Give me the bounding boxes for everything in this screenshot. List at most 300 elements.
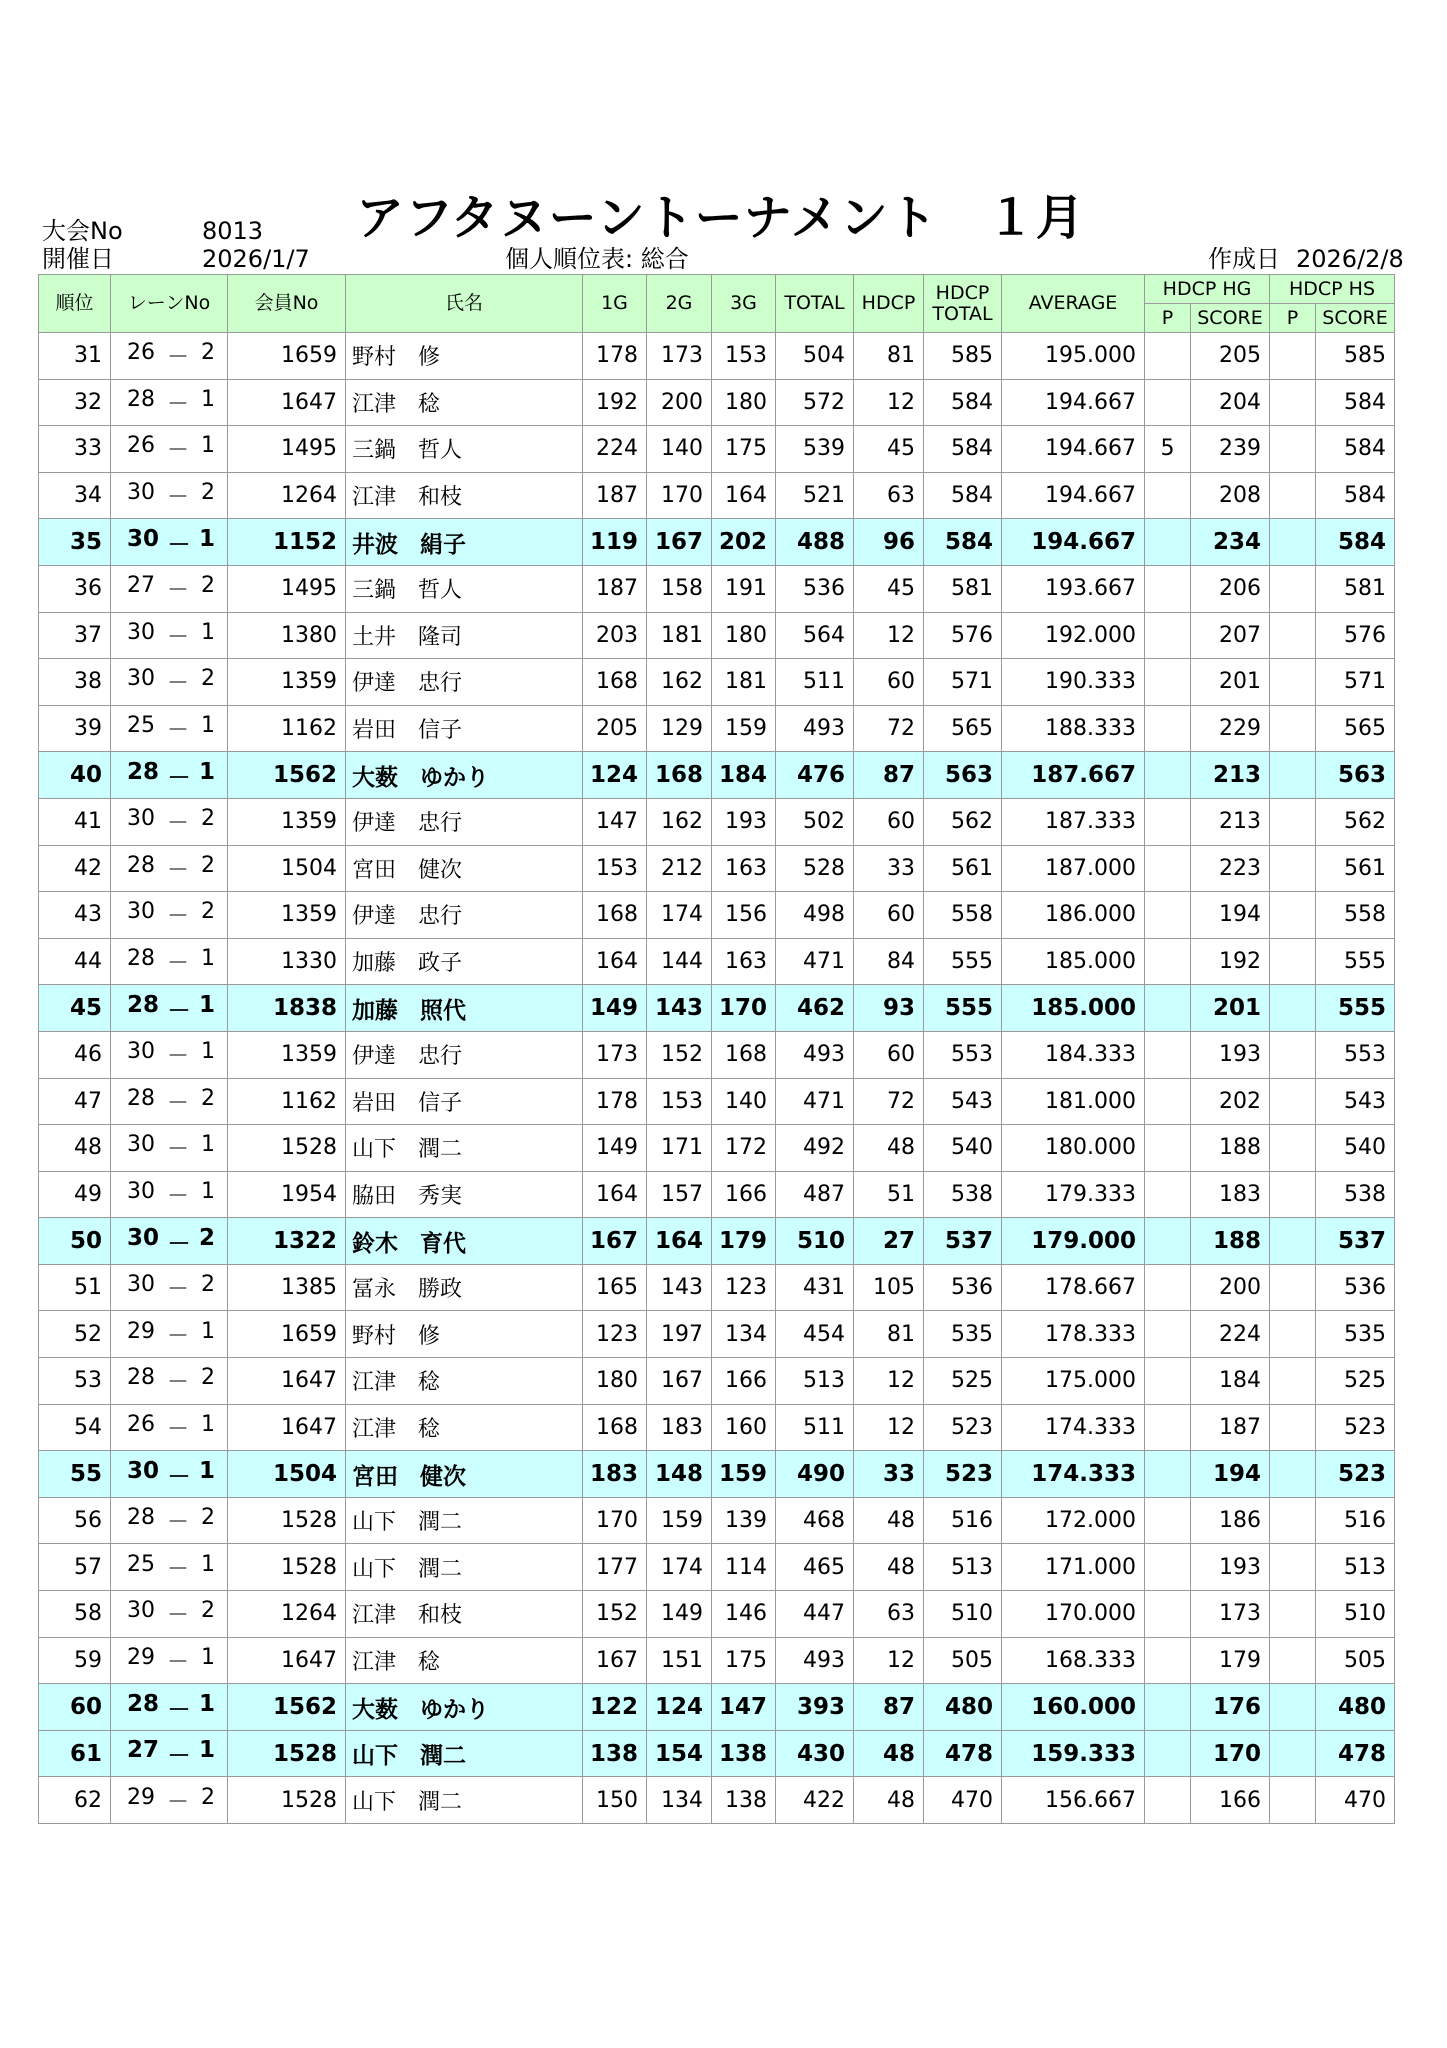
game2-cell: 164 [647,1218,712,1265]
total-cell: 471 [776,938,854,985]
lane-number: 30 [127,899,155,925]
average-cell: 195.000 [1002,333,1145,380]
member-no-cell: 1385 [228,1264,346,1311]
lane-separator: － [166,1649,189,1675]
game3-cell: 179 [712,1218,776,1265]
hg-p-cell [1145,1078,1191,1125]
col-member: 会員No [228,275,346,333]
lane-cell [111,612,228,659]
lane-separator: － [166,391,189,417]
hdcp-cell: 48 [854,1125,924,1172]
lane-number: 30 [127,525,160,552]
rank-cell: 56 [39,1497,111,1544]
lane-separator: － [166,1183,189,1209]
member-no-cell: 1359 [228,798,346,845]
given-name: 絹子 [420,531,466,558]
lane-cell [111,1730,228,1777]
game1-cell: 147 [583,798,647,845]
date-label: 開催日 [42,245,114,273]
game3-cell: 147 [712,1684,776,1731]
given-name: 忠行 [418,904,463,930]
col-average: AVERAGE [1002,275,1145,333]
hdcp-cell: 63 [854,1591,924,1638]
game2-cell: 162 [647,798,712,845]
table-row [39,565,1395,612]
lane-number: 28 [127,852,155,878]
name-cell [346,612,583,659]
average-cell: 168.333 [1002,1637,1145,1684]
member-no-cell: 1647 [228,1404,346,1451]
lane-cell [111,705,228,752]
lane-cell [111,1777,228,1824]
name-cell [346,519,583,566]
name-cell [346,1078,583,1125]
lane-number: 26 [127,433,155,459]
hg-score-cell: 201 [1191,985,1270,1032]
hs-p-cell [1270,1730,1316,1777]
rank-cell: 54 [39,1404,111,1451]
tournament-no: 8013 [202,217,264,245]
hs-p-cell [1270,845,1316,892]
hs-score-cell: 480 [1316,1684,1395,1731]
surname: 江津 [352,1603,397,1629]
hdcp-total-cell: 584 [924,519,1002,566]
hg-p-cell [1145,612,1191,659]
hs-score-cell: 553 [1316,1031,1395,1078]
col-hs-group: HDCP HS [1270,275,1395,304]
hdcp-total-cell: 525 [924,1358,1002,1405]
game2-cell: 171 [647,1125,712,1172]
lane-number: 30 [127,1224,160,1251]
rank-cell: 60 [39,1684,111,1731]
game1-cell: 150 [583,1777,647,1824]
lane-number: 27 [127,1737,160,1764]
name-cell [346,798,583,845]
lane-number: 28 [127,991,160,1018]
hs-p-cell [1270,1637,1316,1684]
hdcp-total-cell: 537 [924,1218,1002,1265]
hg-p-cell [1145,1264,1191,1311]
game1-cell: 168 [583,1404,647,1451]
rank-cell: 37 [39,612,111,659]
average-cell: 185.000 [1002,985,1145,1032]
table-row [39,1404,1395,1451]
lane-number: 30 [127,1598,155,1624]
name-cell [346,1125,583,1172]
hs-score-cell: 523 [1316,1404,1395,1451]
surname: 野村 [352,1323,397,1349]
table-row [39,1311,1395,1358]
hdcp-total-cell: 584 [924,472,1002,519]
hg-score-cell: 208 [1191,472,1270,519]
hs-p-cell [1270,985,1316,1032]
hg-p-cell [1145,1591,1191,1638]
total-cell: 528 [776,845,854,892]
hdcp-cell: 48 [854,1777,924,1824]
table-row [39,1637,1395,1684]
total-cell: 488 [776,519,854,566]
lane-number: 30 [127,1132,155,1158]
name-cell [346,1544,583,1591]
member-no-cell: 1528 [228,1730,346,1777]
lane-side: 2 [200,1505,215,1531]
lane-side: 2 [200,480,215,506]
given-name: 潤二 [418,1789,463,1815]
hdcp-cell: 84 [854,938,924,985]
game3-cell: 166 [712,1171,776,1218]
lane-number: 28 [127,946,155,972]
game1-cell: 119 [583,519,647,566]
surname: 伊達 [352,904,397,930]
hg-p-cell [1145,938,1191,985]
game3-cell: 202 [712,519,776,566]
hdcp-total-cell: 558 [924,892,1002,939]
surname: 大薮 [352,764,398,791]
hdcp-cell: 72 [854,705,924,752]
hg-p-cell [1145,472,1191,519]
hdcp-cell: 12 [854,379,924,426]
game2-cell: 143 [647,1264,712,1311]
table-row [39,1171,1395,1218]
rank-cell: 31 [39,333,111,380]
hg-p-cell [1145,985,1191,1032]
game2-cell: 144 [647,938,712,985]
given-name: ゆかり [420,1696,489,1723]
rank-cell: 32 [39,379,111,426]
table-row [39,519,1395,566]
member-no-cell: 1504 [228,845,346,892]
hs-p-cell [1270,705,1316,752]
hs-score-cell: 516 [1316,1497,1395,1544]
hdcp-total-cell: 584 [924,379,1002,426]
rank-cell: 42 [39,845,111,892]
rank-cell: 33 [39,426,111,473]
game3-cell: 134 [712,1311,776,1358]
total-cell: 430 [776,1730,854,1777]
hdcp-total-cell: 510 [924,1591,1002,1638]
hs-p-cell [1270,1497,1316,1544]
hg-score-cell: 194 [1191,892,1270,939]
hdcp-cell: 60 [854,1031,924,1078]
hg-score-cell: 200 [1191,1264,1270,1311]
lane-number: 28 [127,1365,155,1391]
event-date: 2026/1/7 [202,245,310,273]
hdcp-cell: 33 [854,1451,924,1498]
table-row [39,1218,1395,1265]
hg-score-cell: 187 [1191,1404,1270,1451]
lane-number: 30 [127,806,155,832]
table-row [39,1497,1395,1544]
hg-p-cell [1145,1544,1191,1591]
hg-score-cell: 239 [1191,426,1270,473]
average-cell: 194.667 [1002,379,1145,426]
lane-side: 2 [200,1085,215,1111]
name-cell [346,845,583,892]
hs-score-cell: 525 [1316,1358,1395,1405]
surname: 江津 [352,1370,397,1396]
hg-score-cell: 202 [1191,1078,1270,1125]
hg-p-cell [1145,1777,1191,1824]
hg-score-cell: 188 [1191,1218,1270,1265]
game2-cell: 154 [647,1730,712,1777]
hs-p-cell [1270,333,1316,380]
total-cell: 462 [776,985,854,1032]
average-cell: 187.667 [1002,752,1145,799]
table-row [39,1684,1395,1731]
game3-cell: 160 [712,1404,776,1451]
game1-cell: 168 [583,659,647,706]
given-name: ゆかり [420,764,489,791]
hg-score-cell: 184 [1191,1358,1270,1405]
lane-cell [111,1591,228,1638]
lane-side: 1 [198,991,215,1018]
game3-cell: 159 [712,1451,776,1498]
total-cell: 511 [776,1404,854,1451]
col-rank: 順位 [39,275,111,333]
table-row [39,1451,1395,1498]
member-no-cell: 1264 [228,472,346,519]
name-cell [346,705,583,752]
rank-cell: 61 [39,1730,111,1777]
lane-separator: － [166,345,189,371]
lane-cell [111,1404,228,1451]
surname: 岩田 [352,1090,397,1116]
table-row [39,1078,1395,1125]
lane-cell [111,798,228,845]
lane-side: 1 [200,433,215,459]
name-cell [346,333,583,380]
average-cell: 160.000 [1002,1684,1145,1731]
lane-separator: － [166,1789,189,1815]
member-no-cell: 1380 [228,612,346,659]
table-row [39,1591,1395,1638]
lane-side: 1 [198,758,215,785]
hs-score-cell: 478 [1316,1730,1395,1777]
col-g3: 3G [712,275,776,333]
hdcp-total-cell: 543 [924,1078,1002,1125]
surname: 江津 [352,485,397,511]
surname: 井波 [352,531,398,558]
name-cell [346,892,583,939]
hs-p-cell [1270,1218,1316,1265]
hs-score-cell: 538 [1316,1171,1395,1218]
lane-side: 2 [198,1224,215,1251]
lane-separator: － [166,1277,189,1303]
hs-p-cell [1270,1264,1316,1311]
rank-cell: 58 [39,1591,111,1638]
given-name: 忠行 [418,1044,463,1070]
lane-cell [111,1358,228,1405]
hdcp-cell: 12 [854,1358,924,1405]
game1-cell: 170 [583,1497,647,1544]
hdcp-total-cell: 584 [924,426,1002,473]
table-row [39,705,1395,752]
lane-separator: － [166,624,189,650]
average-cell: 156.667 [1002,1777,1145,1824]
lane-number: 28 [127,758,160,785]
total-cell: 564 [776,612,854,659]
given-name: 潤二 [418,1556,463,1582]
game1-cell: 164 [583,938,647,985]
hs-p-cell [1270,752,1316,799]
game3-cell: 114 [712,1544,776,1591]
hs-score-cell: 563 [1316,752,1395,799]
hs-p-cell [1270,1404,1316,1451]
rank-cell: 50 [39,1218,111,1265]
hg-p-cell: 5 [1145,426,1191,473]
member-no-cell: 1562 [228,752,346,799]
hg-score-cell: 213 [1191,752,1270,799]
lane-number: 30 [127,1272,155,1298]
tournament-no-label: 大会No [42,217,123,245]
hg-score-cell: 173 [1191,1591,1270,1638]
col-hg-score: SCORE [1191,304,1270,333]
game1-cell: 165 [583,1264,647,1311]
total-cell: 493 [776,1637,854,1684]
member-no-cell: 1647 [228,1358,346,1405]
hg-score-cell: 223 [1191,845,1270,892]
rank-cell: 36 [39,565,111,612]
hdcp-total-cell: 562 [924,798,1002,845]
given-name: 哲人 [418,438,463,464]
game1-cell: 149 [583,1125,647,1172]
lane-number: 26 [127,340,155,366]
game1-cell: 153 [583,845,647,892]
total-cell: 454 [776,1311,854,1358]
hg-p-cell [1145,845,1191,892]
hg-score-cell: 188 [1191,1125,1270,1172]
member-no-cell: 1954 [228,1171,346,1218]
game1-cell: 203 [583,612,647,659]
game1-cell: 167 [583,1637,647,1684]
given-name: 信子 [418,1090,463,1116]
lane-number: 30 [127,480,155,506]
hdcp-cell: 12 [854,612,924,659]
hg-p-cell [1145,1404,1191,1451]
hs-score-cell: 565 [1316,705,1395,752]
game1-cell: 122 [583,1684,647,1731]
hs-score-cell: 555 [1316,985,1395,1032]
lane-cell [111,1637,228,1684]
member-no-cell: 1528 [228,1544,346,1591]
hg-score-cell: 186 [1191,1497,1270,1544]
total-cell: 511 [776,659,854,706]
lane-number: 30 [127,1039,155,1065]
total-cell: 493 [776,705,854,752]
average-cell: 179.333 [1002,1171,1145,1218]
lane-number: 30 [127,619,155,645]
created-label: 作成日 [1208,245,1280,273]
lane-cell [111,1171,228,1218]
game1-cell: 187 [583,565,647,612]
hg-p-cell [1145,1451,1191,1498]
lane-separator: － [166,1137,189,1163]
average-cell: 178.667 [1002,1264,1145,1311]
hs-p-cell [1270,1078,1316,1125]
lane-number: 29 [127,1318,155,1344]
game1-cell: 149 [583,985,647,1032]
lane-side: 1 [198,1737,215,1764]
col-hg-group: HDCP HG [1145,275,1270,304]
hs-score-cell: 584 [1316,379,1395,426]
hs-p-cell [1270,892,1316,939]
hg-p-cell [1145,379,1191,426]
name-cell [346,565,583,612]
hg-p-cell [1145,892,1191,939]
game2-cell: 167 [647,1358,712,1405]
hs-p-cell [1270,1031,1316,1078]
hs-score-cell: 555 [1316,938,1395,985]
lane-separator: － [166,485,189,511]
given-name: 稔 [418,1649,441,1675]
lane-cell [111,1684,228,1731]
lane-separator: － [166,1323,189,1349]
member-no-cell: 1359 [228,1031,346,1078]
game3-cell: 184 [712,752,776,799]
col-hs-p: P [1270,304,1316,333]
lane-side: 1 [200,1644,215,1670]
name-cell [346,1031,583,1078]
given-name: 忠行 [418,811,463,837]
average-cell: 190.333 [1002,659,1145,706]
hs-score-cell: 584 [1316,519,1395,566]
member-no-cell: 1152 [228,519,346,566]
average-cell: 187.333 [1002,798,1145,845]
member-no-cell: 1528 [228,1497,346,1544]
total-cell: 471 [776,1078,854,1125]
hg-p-cell [1145,705,1191,752]
rank-cell: 53 [39,1358,111,1405]
table-row [39,1264,1395,1311]
rank-cell: 52 [39,1311,111,1358]
hdcp-cell: 33 [854,845,924,892]
game3-cell: 163 [712,845,776,892]
game3-cell: 140 [712,1078,776,1125]
total-cell: 476 [776,752,854,799]
given-name: 勝政 [418,1277,463,1303]
hdcp-total-cell: 581 [924,565,1002,612]
hdcp-total-cell: 523 [924,1404,1002,1451]
lane-side: 2 [200,1598,215,1624]
average-cell: 187.000 [1002,845,1145,892]
game1-cell: 138 [583,1730,647,1777]
hdcp-total-cell: 571 [924,659,1002,706]
hs-p-cell [1270,426,1316,473]
lane-side: 2 [200,852,215,878]
lane-side: 1 [200,1132,215,1158]
hdcp-cell: 48 [854,1730,924,1777]
hg-score-cell: 193 [1191,1031,1270,1078]
game2-cell: 158 [647,565,712,612]
total-cell: 465 [776,1544,854,1591]
lane-side: 1 [200,946,215,972]
lane-separator: － [166,438,189,464]
total-cell: 447 [776,1591,854,1638]
total-cell: 431 [776,1264,854,1311]
ranking-rows [39,333,1395,1824]
hs-score-cell: 470 [1316,1777,1395,1824]
lane-side: 2 [200,1784,215,1810]
hs-score-cell: 510 [1316,1591,1395,1638]
game3-cell: 123 [712,1264,776,1311]
game3-cell: 138 [712,1730,776,1777]
col-hs-score: SCORE [1316,304,1395,333]
total-cell: 502 [776,798,854,845]
hg-score-cell: 166 [1191,1777,1270,1824]
hdcp-cell: 81 [854,1311,924,1358]
col-hdcp-total [924,275,1002,333]
game2-cell: 168 [647,752,712,799]
